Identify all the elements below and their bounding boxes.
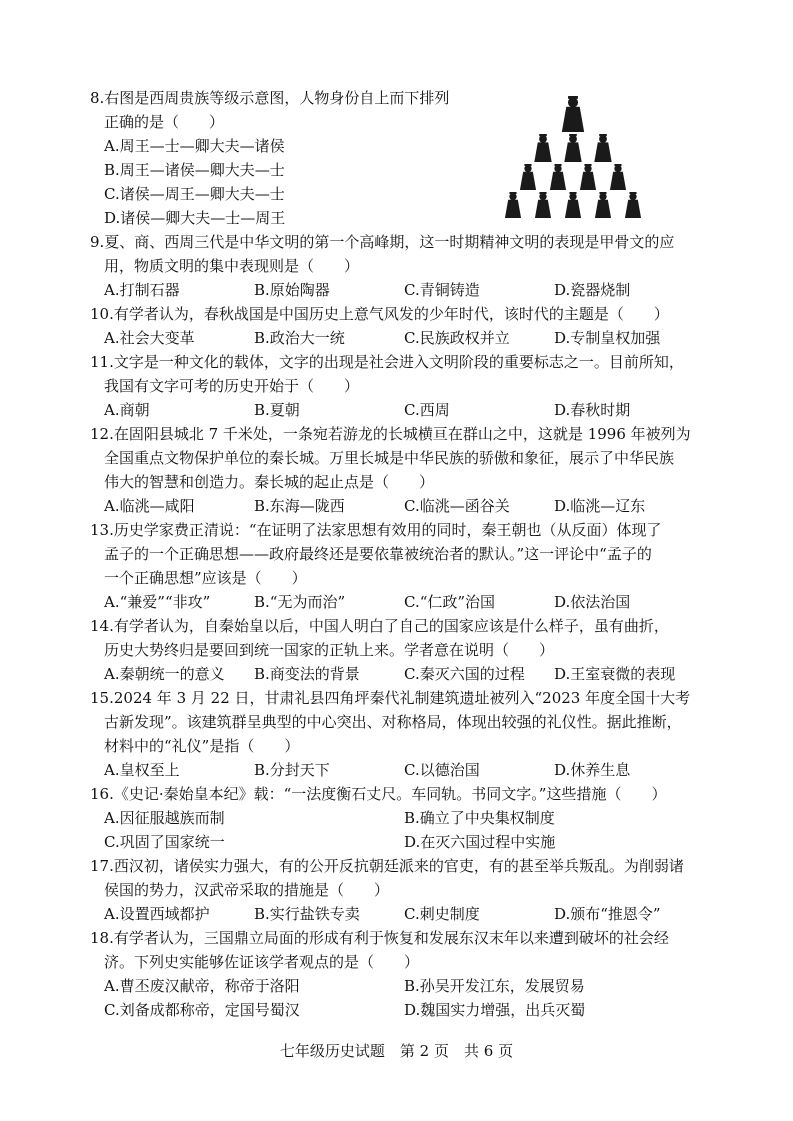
noble-figure-icon <box>534 134 551 162</box>
q8-stem-line-1: 8.右图是西周贵族等级示意图，人物身份自上而下排列 <box>90 89 450 107</box>
noble-figure-icon <box>610 164 626 190</box>
q12-stem-line-1: 12.在固阳县城北 7 千米处，一条宛若游龙的长城横亘在群山之中，这就是 1996 年被列为 <box>90 425 691 443</box>
q9-option-d[interactable]: D.瓷器烧制 <box>554 281 631 299</box>
q13-option-d[interactable]: D.依法治国 <box>554 593 631 611</box>
q15-option-b[interactable]: B.分封天下 <box>254 761 330 779</box>
q17-option-a[interactable]: A.设置西域都护 <box>104 905 210 923</box>
noble-figure-icon <box>564 134 581 162</box>
q10-stem-line-1: 10.有学者认为，春秋战国是中国历史上意气风发的少年时代，该时代的主题是（ ） <box>90 305 669 323</box>
q17-stem-line-2: 侯国的势力，汉武帝采取的措施是（ ） <box>104 881 390 899</box>
q13-stem-line-2: 孟子的一个正确思想——政府最终还是要依靠被统治者的默认。”这一评论中“孟子的 <box>104 545 652 563</box>
q11-option-c[interactable]: C.西周 <box>404 401 450 419</box>
q16-option-b[interactable]: B.确立了中央集权制度 <box>404 809 555 827</box>
noble-figure-icon <box>594 134 611 162</box>
noble-figure-icon <box>562 96 584 132</box>
q17-stem-line-1: 17.西汉初，诸侯实力强大，有的公开反抗朝廷派来的官吏，有的甚至举兵叛乱。为削弱诸 <box>90 857 684 875</box>
q13-option-a[interactable]: A.“兼爱”“非攻” <box>104 593 211 611</box>
q16-option-d[interactable]: D.在灭六国过程中实施 <box>404 833 556 851</box>
q8-option-c[interactable]: C.诸侯—周王—卿大夫—士 <box>104 185 285 203</box>
q18-option-a[interactable]: A.曹丕废汉献帝，称帝于洛阳 <box>104 977 300 995</box>
q12-option-a[interactable]: A.临洮—咸阳 <box>104 497 195 515</box>
page-footer: 七年级历史试题 第 2 页 共 6 页 <box>279 1042 514 1060</box>
q10-option-c[interactable]: C.民族政权并立 <box>404 329 510 347</box>
zhou-hierarchy-figure <box>485 92 675 227</box>
noble-figure-icon <box>520 164 536 190</box>
q13-stem-line-3: 一个正确思想”应该是（ ） <box>104 569 307 587</box>
noble-figure-icon <box>595 192 611 218</box>
q14-option-b[interactable]: B.商变法的背景 <box>254 665 360 683</box>
q12-stem-line-3: 伟大的智慧和创造力。秦长城的起止点是（ ） <box>104 473 435 491</box>
q10-option-d[interactable]: D.专制皇权加强 <box>554 329 661 347</box>
q18-option-b[interactable]: B.孙吴开发江东，发展贸易 <box>404 977 585 995</box>
q15-option-d[interactable]: D.休养生息 <box>554 761 631 779</box>
figure-people-group <box>505 96 641 218</box>
q15-stem-line-1: 15.2024 年 3 月 22 日，甘肃礼县四角坪秦代礼制建筑遗址被列入“2023 年度全国十大考 <box>90 689 691 707</box>
q10-option-b[interactable]: B.政治大一统 <box>254 329 345 347</box>
q16-option-c[interactable]: C.巩固了国家统一 <box>104 833 225 851</box>
q14-option-c[interactable]: C.秦灭六国的过程 <box>404 665 525 683</box>
q9-stem-line-2: 用，物质文明的集中表现则是（ ） <box>104 257 360 275</box>
q16-stem-line-1: 16.《史记·秦始皇本纪》载：“一法度衡石丈尺。车同轨。书同文字。”这些措施（ ） <box>90 785 667 803</box>
q18-stem-line-2: 济。下列史实能够佐证该学者观点的是（ ） <box>104 953 420 971</box>
q9-option-b[interactable]: B.原始陶器 <box>254 281 330 299</box>
q12-option-c[interactable]: C.临洮—函谷关 <box>404 497 510 515</box>
noble-figure-icon <box>580 164 596 190</box>
q11-option-a[interactable]: A.商朝 <box>104 401 150 419</box>
q15-option-c[interactable]: C.以德治国 <box>404 761 480 779</box>
q10-option-a[interactable]: A.社会大变革 <box>104 329 195 347</box>
q9-option-a[interactable]: A.打制石器 <box>104 281 180 299</box>
q11-option-d[interactable]: D.春秋时期 <box>554 401 631 419</box>
q17-option-c[interactable]: C.刺史制度 <box>404 905 480 923</box>
noble-figure-icon <box>535 192 551 218</box>
q12-stem-line-2: 全国重点文物保护单位的秦长城。万里长城是中华民族的骄傲和象征，展示了中华民族 <box>104 449 675 467</box>
q13-stem-line-1: 13.历史学家费正清说：“在证明了法家思想有效用的同时，秦王朝也（从反面）体现了 <box>90 521 662 539</box>
q9-option-c[interactable]: C.青铜铸造 <box>404 281 480 299</box>
q11-option-b[interactable]: B.夏朝 <box>254 401 300 419</box>
q11-stem-line-1: 11.文字是一种文化的载体，文字的出现是社会进入文明阶段的重要标志之一。目前所知， <box>90 353 684 371</box>
q9-stem-line-1: 9.夏、商、西周三代是中华文明的第一个高峰期，这一时期精神文明的表现是甲骨文的应 <box>90 233 675 251</box>
q15-option-a[interactable]: A.皇权至上 <box>104 761 180 779</box>
q15-stem-line-3: 材料中的“礼仪”是指（ ） <box>104 737 300 755</box>
q8-option-b[interactable]: B.周王—诸侯—卿大夫—士 <box>104 161 285 179</box>
noble-figure-icon <box>565 192 581 218</box>
q14-stem-line-2: 历史大势终归是要回到统一国家的正轨上来。学者意在说明（ ） <box>104 641 555 659</box>
noble-figure-icon <box>550 164 566 190</box>
q18-option-d[interactable]: D.魏国实力增强，出兵灭蜀 <box>404 1001 586 1019</box>
noble-figure-icon <box>505 192 521 218</box>
noble-figure-icon <box>625 192 641 218</box>
q12-option-d[interactable]: D.临洮—辽东 <box>554 497 646 515</box>
q14-option-d[interactable]: D.王室衰微的表现 <box>554 665 676 683</box>
q18-option-c[interactable]: C.刘备成都称帝，定国号蜀汉 <box>104 1001 300 1019</box>
q17-option-b[interactable]: B.实行盐铁专卖 <box>254 905 360 923</box>
q11-stem-line-2: 我国有文字可考的历史开始于（ ） <box>104 377 360 395</box>
q8-stem-line-2: 正确的是（ ） <box>104 113 225 131</box>
q8-option-d[interactable]: D.诸侯—卿大夫—士—周王 <box>104 209 286 227</box>
q14-option-a[interactable]: A.秦朝统一的意义 <box>104 665 225 683</box>
q17-option-d[interactable]: D.颁布“推恩令” <box>554 905 661 923</box>
q18-stem-line-1: 18.有学者认为，三国鼎立局面的形成有利于恢复和发展东汉末年以来遭到破坏的社会经 <box>90 929 669 947</box>
q13-option-c[interactable]: C.“仁政”治国 <box>404 593 496 611</box>
q14-stem-line-1: 14.有学者认为，自秦始皇以后，中国人明白了自己的国家应该是什么样子，虽有曲折， <box>90 617 669 635</box>
q15-stem-line-2: 古新发现”。该建筑群呈典型的中心突出、对称格局，体现出较强的礼仪性。据此推断， <box>104 713 682 731</box>
q16-option-a[interactable]: A.因征服越族而制 <box>104 809 225 827</box>
q13-option-b[interactable]: B.“无为而治” <box>254 593 346 611</box>
q8-option-a[interactable]: A.周王—士—卿大夫—诸侯 <box>104 137 285 155</box>
q12-option-b[interactable]: B.东海—陇西 <box>254 497 345 515</box>
